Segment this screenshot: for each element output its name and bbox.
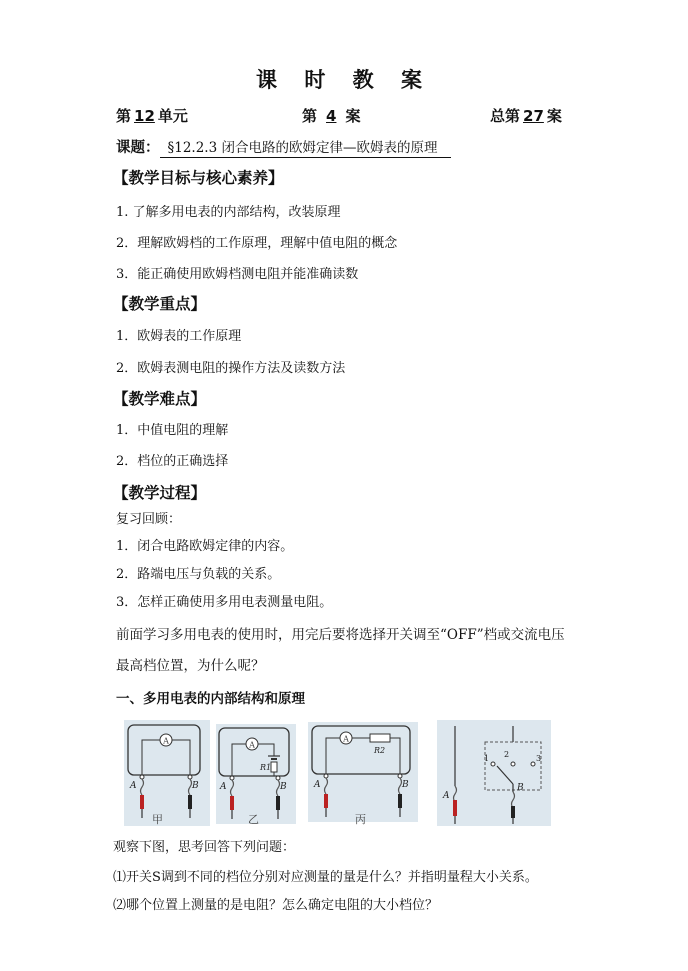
review-item: 1．闭合电路欧姆定律的内容。 bbox=[116, 539, 294, 554]
circuit-diagram-yi bbox=[216, 724, 296, 824]
difficulty-heading: 【教学难点】 bbox=[113, 390, 207, 408]
circuit-diagram-jia bbox=[124, 720, 210, 826]
section-heading-structure: 一、多用电表的内部结构和原理 bbox=[116, 691, 305, 707]
switch-position-2: 2 bbox=[504, 750, 510, 759]
review-item: 2．路端电压与负载的关系。 bbox=[116, 567, 281, 582]
questions-intro: 观察下图，思考回答下列问题： bbox=[113, 840, 296, 855]
review-label: 复习回顾： bbox=[116, 512, 182, 527]
goal-item: 1. 了解多用电表的内部结构，改装原理 bbox=[116, 205, 341, 220]
caption-jia: 甲 bbox=[152, 813, 163, 826]
terminal-a: A bbox=[130, 781, 137, 791]
lesson-topic: 课题： §12.2.3 闭合电路的欧姆定律—欧姆表的原理 bbox=[116, 136, 451, 157]
meter-symbol: A bbox=[249, 740, 255, 750]
intro-paragraph-line1: 前面学习多用电表的使用时，用完后要将选择开关调至“OFF”档或交流电压 bbox=[116, 627, 565, 643]
focus-item: 1．欧姆表的工作原理 bbox=[116, 329, 242, 344]
difficulty-item: 1．中值电阻的理解 bbox=[116, 423, 229, 438]
circuit-diagram-bing bbox=[308, 722, 418, 822]
focus-item: 2．欧姆表测电阻的操作方法及读数方法 bbox=[116, 361, 346, 376]
goal-item: 3．能正确使用欧姆档测电阻并能准确读数 bbox=[116, 267, 359, 282]
total-case-number: 总第 27 案 bbox=[490, 107, 562, 125]
switch-position-1: 1 bbox=[484, 754, 490, 763]
terminal-b: B bbox=[402, 780, 409, 790]
page-title: 课 时 教 案 bbox=[256, 68, 432, 92]
review-item: 3．怎样正确使用多用电表测量电阻。 bbox=[116, 595, 333, 610]
caption-yi: 乙 bbox=[248, 813, 259, 826]
switch-terminal-b: B bbox=[517, 783, 524, 793]
switch-position-3: 3 bbox=[536, 754, 542, 763]
terminal-b: B bbox=[280, 782, 287, 792]
caption-bing: 丙 bbox=[355, 813, 366, 826]
question-2: ⑵哪个位置上测量的是电阻？怎么确定电阻的大小档位？ bbox=[113, 898, 439, 913]
difficulty-item: 2．档位的正确选择 bbox=[116, 454, 229, 469]
switch-terminal-a: A bbox=[443, 791, 450, 801]
question-1: ⑴开关S调到不同的档位分别对应测量的量是什么？并指明量程大小关系。 bbox=[113, 870, 538, 885]
focus-heading: 【教学重点】 bbox=[113, 295, 207, 313]
terminal-a: A bbox=[314, 780, 321, 790]
terminal-b: B bbox=[192, 781, 199, 791]
goals-heading: 【教学目标与核心素养】 bbox=[113, 169, 284, 187]
meter-symbol: A bbox=[163, 736, 169, 746]
r2-label: R2 bbox=[374, 746, 386, 755]
terminal-a: A bbox=[220, 782, 227, 792]
r1-label: R1 bbox=[260, 763, 272, 772]
goal-item: 2．理解欧姆档的工作原理，理解中值电阻的概念 bbox=[116, 236, 398, 251]
intro-paragraph-line2: 最高档位置，为什么呢？ bbox=[116, 658, 265, 674]
meter-symbol: A bbox=[343, 734, 349, 744]
process-heading: 【教学过程】 bbox=[113, 484, 207, 502]
unit-number: 第 12 单元 bbox=[116, 107, 188, 125]
selector-switch-diagram bbox=[437, 720, 551, 826]
case-number: 第 4 案 bbox=[302, 107, 361, 125]
